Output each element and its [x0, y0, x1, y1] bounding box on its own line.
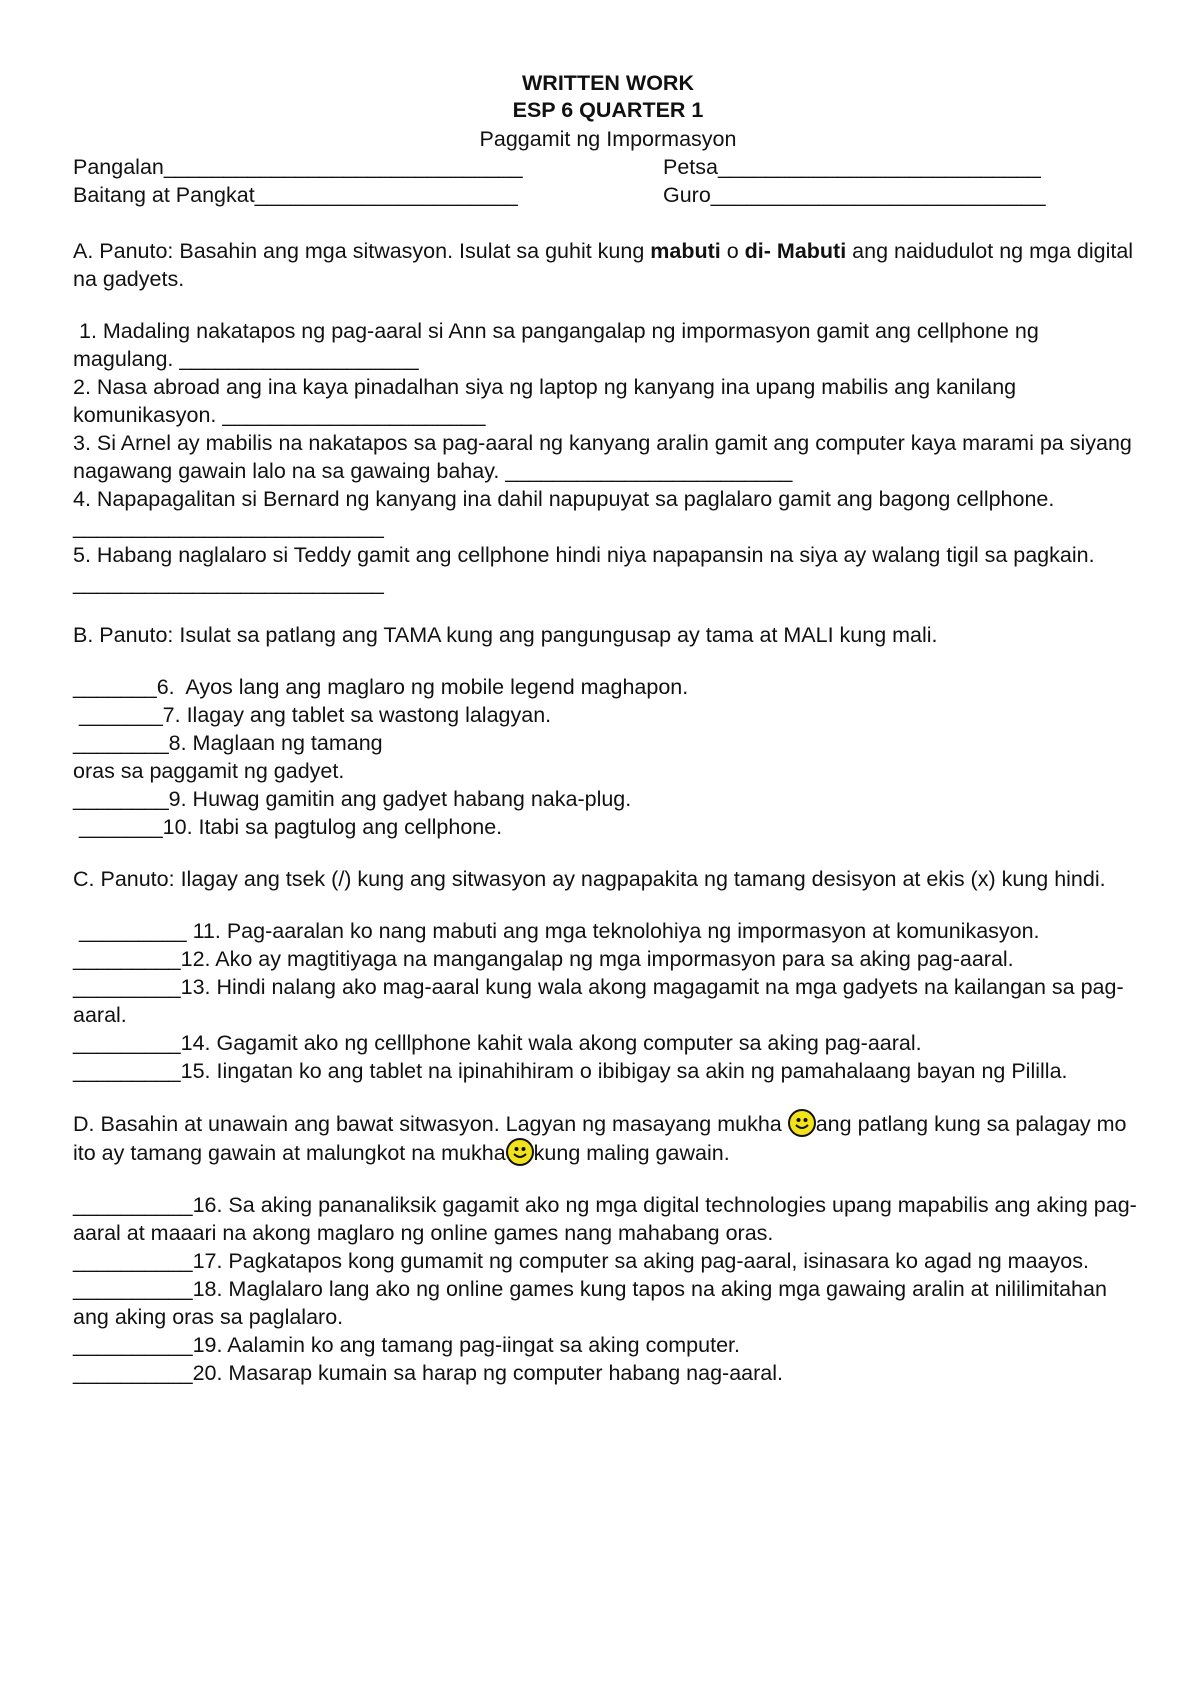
section-c-item-11[interactable]: _________ 11. Pag-aaralan ko nang mabuti ang mga teknolohiya ng impormasyon at komunikasyon.	[73, 919, 1040, 943]
subtitle: Paggamit ng Impormasyon	[479, 127, 737, 151]
section-d-item-16[interactable]: __________16. Sa aking pananaliksik gagamit ako ng mga digital technologies upang mapabilis ang aking pag-aaral at maaari na akong maglaro ng online games nang mahabang oras.	[73, 1193, 1137, 1245]
section-a-item-5[interactable]: 5. Habang naglalaro si Teddy gamit ang cellphone hindi niya napapansin na siya ay walang tigil sa pagkain. __________________________	[73, 543, 1095, 595]
section-c-item-13[interactable]: _________13. Hindi nalang ako mag-aaral kung wala akong magagamit na mga gadyets na kailangan sa pag-aaral.	[73, 975, 1124, 1027]
section-c-item-14[interactable]: _________14. Gagamit ako ng celllphone kahit wala akong computer sa aking pag-aaral.	[73, 1031, 922, 1055]
fields-row-1	[73, 153, 1143, 181]
section-d-item-19[interactable]: __________19. Aalamin ko ang tamang pag-iingat sa aking computer.	[73, 1333, 740, 1357]
section-c-instructions: C. Panuto: Ilagay ang tsek (/) kung ang sitwasyon ay nagpapakita ng tamang desisyon at ekis (x) kung hindi.	[73, 867, 1106, 891]
section-b-item-8[interactable]: ________8. Maglaan ng tamang	[73, 731, 383, 755]
section-d-instr-mid: ang patlang kung sa palagay mo ito ay tamang gawain at malungkot na mukha	[73, 1112, 1127, 1165]
section-d-instr-end: kung maling gawain.	[533, 1141, 730, 1165]
section-a-item-2[interactable]: 2. Nasa abroad ang ina kaya pinadalhan siya ng laptop ng kanyang ina upang mabilis ang kanilang komunikasyon. ______________________	[73, 375, 1017, 427]
section-d-instr-text: D. Basahin at unawain ang bawat sitwasyon. Lagyan ng masayang mukha	[73, 1112, 788, 1136]
name-field[interactable]: Pangalan______________________________	[73, 155, 523, 179]
section-a-instr-end: ang naidudulot ng mga digital na gadyets.	[73, 239, 1134, 291]
section-a-item-3[interactable]: 3. Si Arnel ay mabilis na nakatapos sa pag-aaral ng kanyang aralin gamit ang computer kaya marami pa siyang nagawang gawain lalo na sa gawaing bahay. ________________________	[73, 431, 1132, 483]
worksheet-content	[73, 70, 1143, 1387]
section-c-item-12[interactable]: _________12. Ako ay magtitiyaga na mangangalap ng mga impormasyon para sa aking pag-aaral.	[73, 947, 1014, 971]
section-b-item-7[interactable]: _______7. Ilagay ang tablet sa wastong lalagyan.	[73, 703, 552, 727]
section-d-item-18[interactable]: __________18. Maglalaro lang ako ng online games kung tapos na aking mga gawaing aralin at nililimitahan ang aking oras sa paglalaro.	[73, 1277, 1107, 1329]
section-b-item-8-cont: oras sa paggamit ng gadyet.	[73, 759, 345, 783]
title-written-work: WRITTEN WORK	[522, 71, 694, 95]
section-b-item-6[interactable]: _______6. Ayos lang ang maglaro ng mobile legend maghapon.	[73, 675, 689, 699]
section-b-item-10[interactable]: _______10. Itabi sa pagtulog ang cellphone.	[73, 815, 503, 839]
section-a-item-1[interactable]: 1. Madaling nakatapos ng pag-aaral si Ann sa pangangalap ng impormasyon gamit ang cellphone ng magulang. ____________________	[73, 319, 1045, 371]
section-a-instr-or: o	[720, 239, 745, 263]
section-d-item-20[interactable]: __________20. Masarap kumain sa harap ng computer habang nag-aaral.	[73, 1361, 783, 1385]
teacher-field[interactable]: Guro____________________________	[663, 183, 1046, 207]
date-field[interactable]: Petsa___________________________	[663, 155, 1041, 179]
section-b-item-9[interactable]: ________9. Huwag gamitin ang gadyet habang naka-plug.	[73, 787, 632, 811]
section-c-item-15[interactable]: _________15. Iingatan ko ang tablet na ipinahihiram o ibibigay sa akin ng pamahalaang bayan ng Pililla.	[73, 1059, 1068, 1083]
title-quarter: ESP 6 QUARTER 1	[512, 98, 704, 122]
section-a-bold-di-mabuti: di- Mabuti	[744, 239, 847, 263]
section-a-bold-mabuti: mabuti	[650, 239, 721, 263]
grade-section-field[interactable]: Baitang at Pangkat______________________	[73, 183, 518, 207]
section-a-instr-text: A. Panuto: Basahin ang mga sitwasyon. Isulat sa guhit kung	[73, 239, 651, 263]
fields-row-2	[73, 181, 1143, 209]
section-b-instructions: B. Panuto: Isulat sa patlang ang TAMA kung ang pangungusap ay tama at MALI kung mali.	[73, 623, 938, 647]
section-d-item-17[interactable]: __________17. Pagkatapos kong gumamit ng computer sa aking pag-aaral, isinasara ko agad ng maayos.	[73, 1249, 1089, 1273]
sad-face-icon	[506, 1138, 534, 1166]
happy-face-icon	[788, 1109, 816, 1137]
section-d-instructions	[73, 1109, 1143, 1167]
section-a-item-4[interactable]: 4. Napapagalitan si Bernard ng kanyang ina dahil napupuyat sa paglalaro gamit ang bagong cellphone. __________________________	[73, 487, 1055, 539]
section-a-instructions	[73, 237, 1143, 293]
